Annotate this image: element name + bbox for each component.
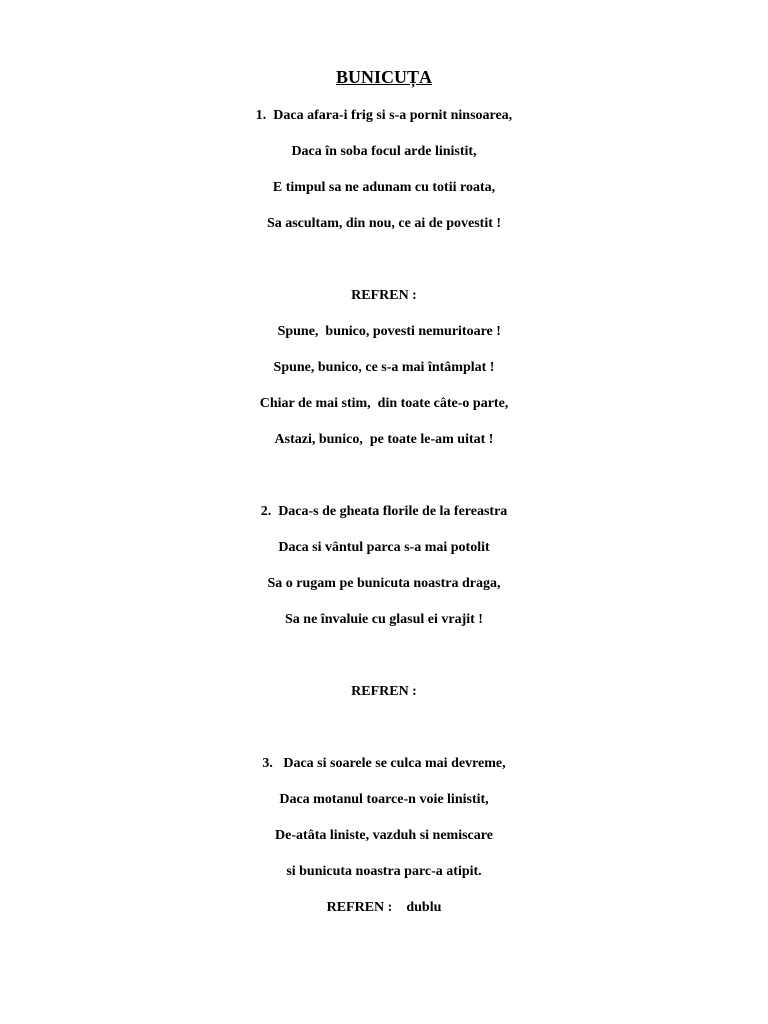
refrain-line-2: Spune, bunico, ce s-a mai întâmplat ! [273, 360, 495, 375]
verse3-line-3: De-atâta liniste, vazduh si nemiscare [275, 828, 493, 843]
verse2-line-1: 2. Daca-s de gheata florile de la fereastra [260, 504, 508, 519]
verse2-line-3: Sa o rugam pe bunicuta noastra draga, [267, 576, 501, 591]
song-title: BUNICUȚA [335, 67, 432, 87]
refrain-label: REFREN : [351, 288, 417, 303]
verse3-line-2: Daca motanul toarce-n voie linistit, [279, 792, 489, 807]
verse3-line-4: si bunicuta noastra parc-a atipit. [286, 864, 482, 879]
refrain-line-4: Astazi, bunico, pe toate le-am uitat ! [274, 432, 494, 447]
verse2-line-4: Sa ne învaluie cu glasul ei vrajit ! [285, 612, 483, 627]
verse1-line-2: Daca în soba focul arde linistit, [291, 144, 477, 159]
refrain-final: REFREN : dublu [326, 900, 442, 915]
verse1-line-4: Sa ascultam, din nou, ce ai de povestit ! [266, 216, 502, 231]
refrain-line-1: Spune, bunico, povesti nemuritoare ! [267, 324, 501, 339]
verse1-line-1: 1. Daca afara-i frig si s-a pornit ninsoarea, [255, 108, 513, 123]
verse3-line-1: 3. Daca si soarele se culca mai devreme, [262, 756, 506, 771]
refrain-line-3: Chiar de mai stim, din toate câte-o parte, [259, 396, 509, 411]
verse2-line-2: Daca si vântul parca s-a mai potolit [278, 540, 490, 555]
verse1-line-3: E timpul sa ne adunam cu totii roata, [272, 180, 496, 195]
refrain-label-2: REFREN : [351, 684, 417, 699]
